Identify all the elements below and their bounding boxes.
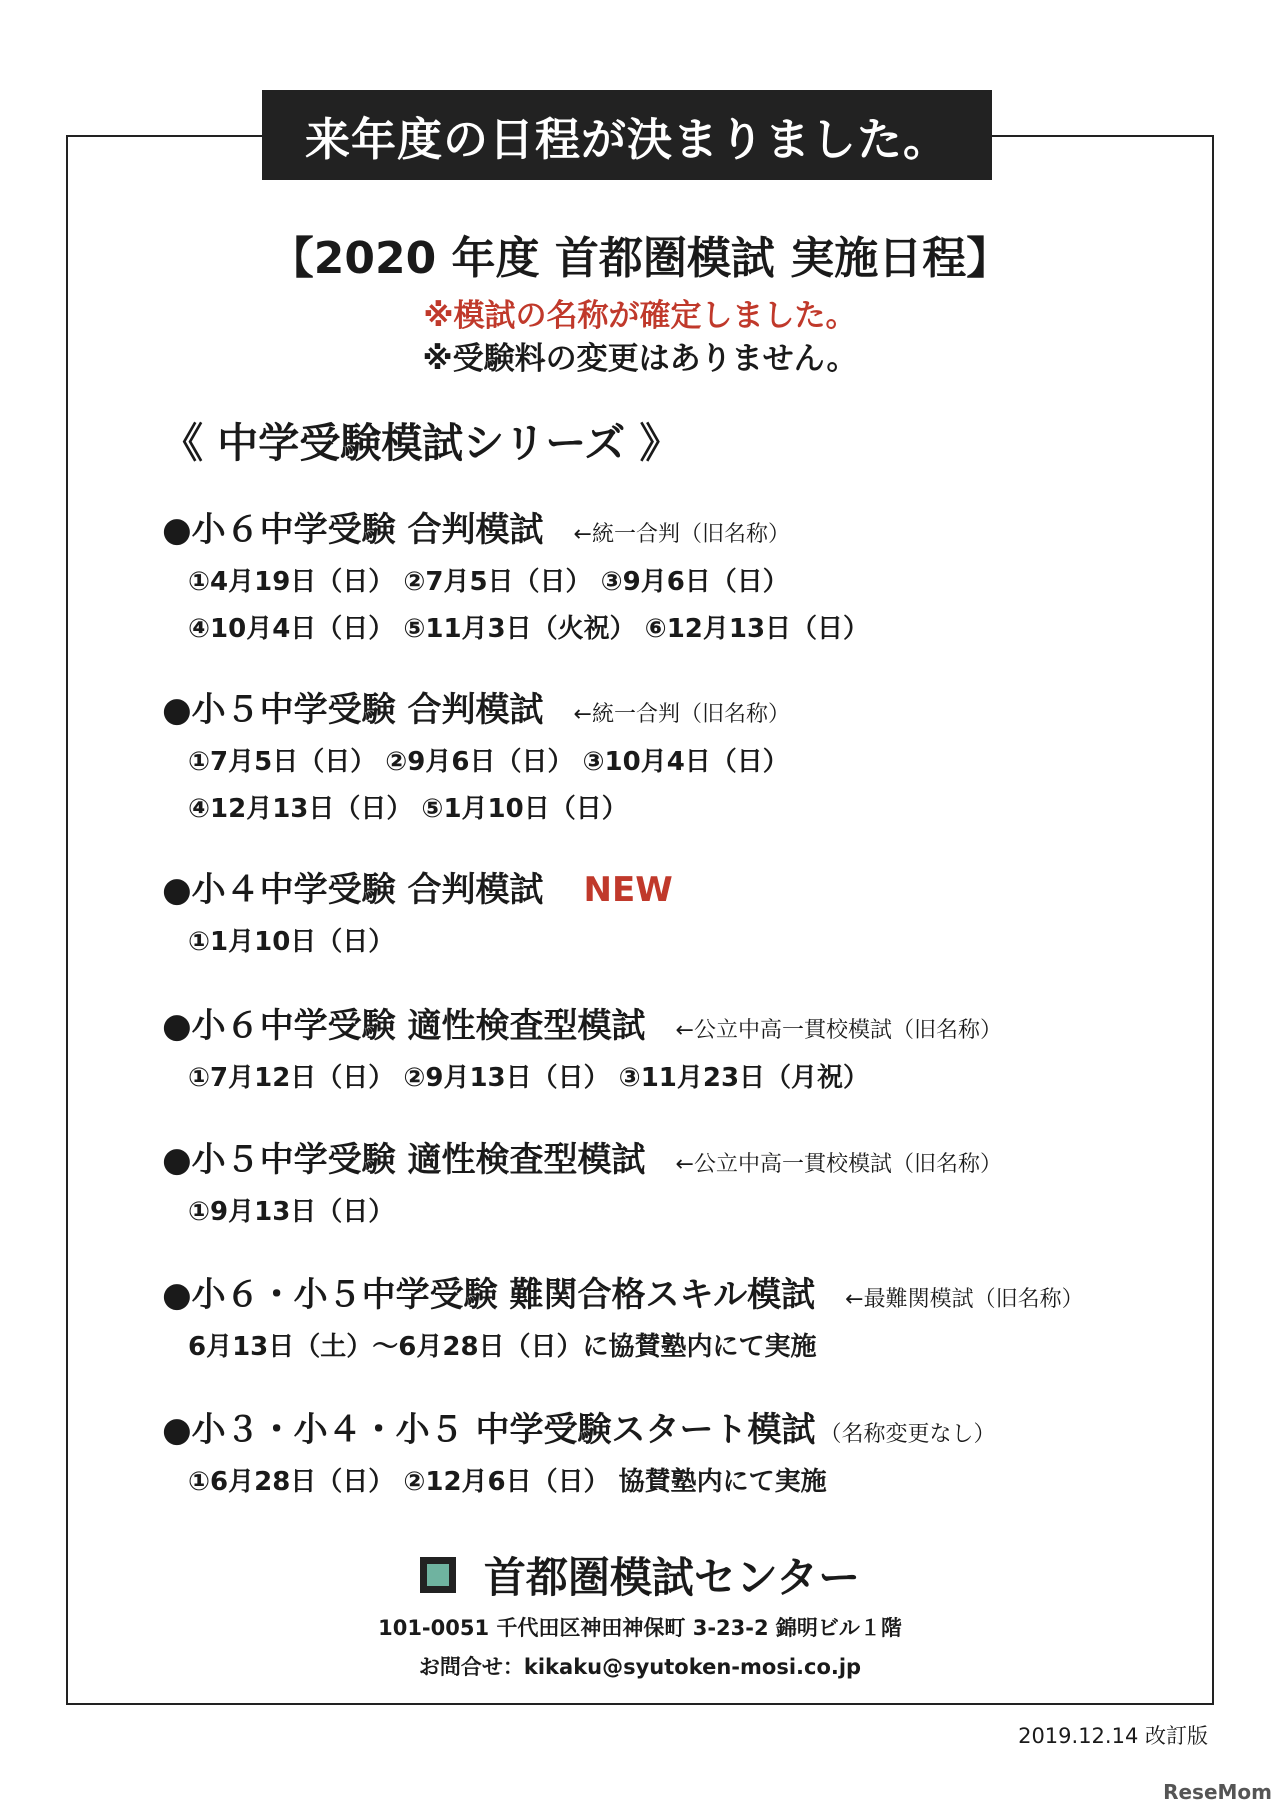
exam-dates: ①1月10日（日）	[188, 927, 395, 957]
organization-name: 首都圏模試センター	[483, 1553, 861, 1602]
exam-former-name-note: ←公立中高一貫校模試（旧名称）	[675, 1018, 1002, 1043]
exam-dates: ①7月5日（日） ②9月6日（日） ③10月4日（日）	[188, 747, 789, 777]
announcement-banner	[262, 90, 992, 180]
exam-former-name-note: ←統一合判（旧名称）	[573, 522, 790, 547]
exam-dates: ①7月12日（日） ②9月13日（日） ③11月23日（月祝）	[188, 1063, 870, 1093]
page-title: 【2020 年度 首都圏模試 実施日程】	[269, 233, 1011, 284]
exam-dates: ①6月28日（日） ②12月6日（日） 協賛塾内にて実施	[188, 1467, 827, 1497]
exam-block	[162, 862, 1212, 958]
contact-email: お問合せ：kikaku@syutoken-mosi.co.jp	[418, 1655, 862, 1679]
series-title: 《 中学受験模試シリーズ 》	[162, 419, 681, 467]
exam-dates: ④10月4日（日） ⑤11月3日（火祝） ⑥12月13日（日）	[188, 614, 870, 644]
exam-name: ●小５中学受験 合判模試	[162, 690, 544, 730]
logo-square-icon	[420, 1557, 456, 1593]
new-badge: NEW	[583, 870, 673, 910]
exam-name: ●小５中学受験 適性検査型模試	[162, 1140, 646, 1180]
exam-block	[162, 1402, 1212, 1498]
exam-block	[162, 1132, 1212, 1228]
organization-logo	[0, 1545, 1280, 1605]
exam-name: ●小３・小４・小５ 中学受験スタート模試	[162, 1410, 816, 1450]
name-confirmed-notice: ※模試の名称が確定しました。	[423, 298, 857, 334]
revision-date: 2019.12.14 改訂版	[1018, 1724, 1208, 1748]
exam-former-name-note: ←公立中高一貫校模試（旧名称）	[675, 1152, 1002, 1177]
exam-name: ●小４中学受験 合判模試	[162, 870, 544, 910]
exam-former-name-note: （名称変更なし）	[819, 1422, 996, 1447]
exam-dates: 6月13日（土）～6月28日（日）に協賛塾内にて実施	[188, 1332, 817, 1362]
exam-dates: ①4月19日（日） ②7月5日（日） ③9月6日（日）	[188, 567, 789, 597]
exam-block	[162, 1267, 1212, 1363]
watermark: ReseMom	[1163, 1780, 1272, 1804]
exam-dates: ①9月13日（日）	[188, 1197, 395, 1227]
fee-notice: ※受験料の変更はありません。	[422, 341, 858, 377]
exam-name: ●小６中学受験 合判模試	[162, 510, 544, 550]
organization-address: 101-0051 千代田区神田神保町 3-23-2 錦明ビル１階	[378, 1616, 902, 1640]
exam-name: ●小６・小５中学受験 難関合格スキル模試	[162, 1275, 816, 1315]
exam-block	[162, 502, 1212, 645]
exam-name: ●小６中学受験 適性検査型模試	[162, 1006, 646, 1046]
exam-block	[162, 682, 1212, 825]
banner-text: 来年度の日程が決まりました。	[304, 112, 949, 166]
exam-block	[162, 998, 1212, 1094]
exam-former-name-note: ←統一合判（旧名称）	[573, 702, 790, 727]
exam-former-name-note: ←最難関模試（旧名称）	[845, 1287, 1084, 1312]
exam-dates: ④12月13日（日） ⑤1月10日（日）	[188, 794, 628, 824]
